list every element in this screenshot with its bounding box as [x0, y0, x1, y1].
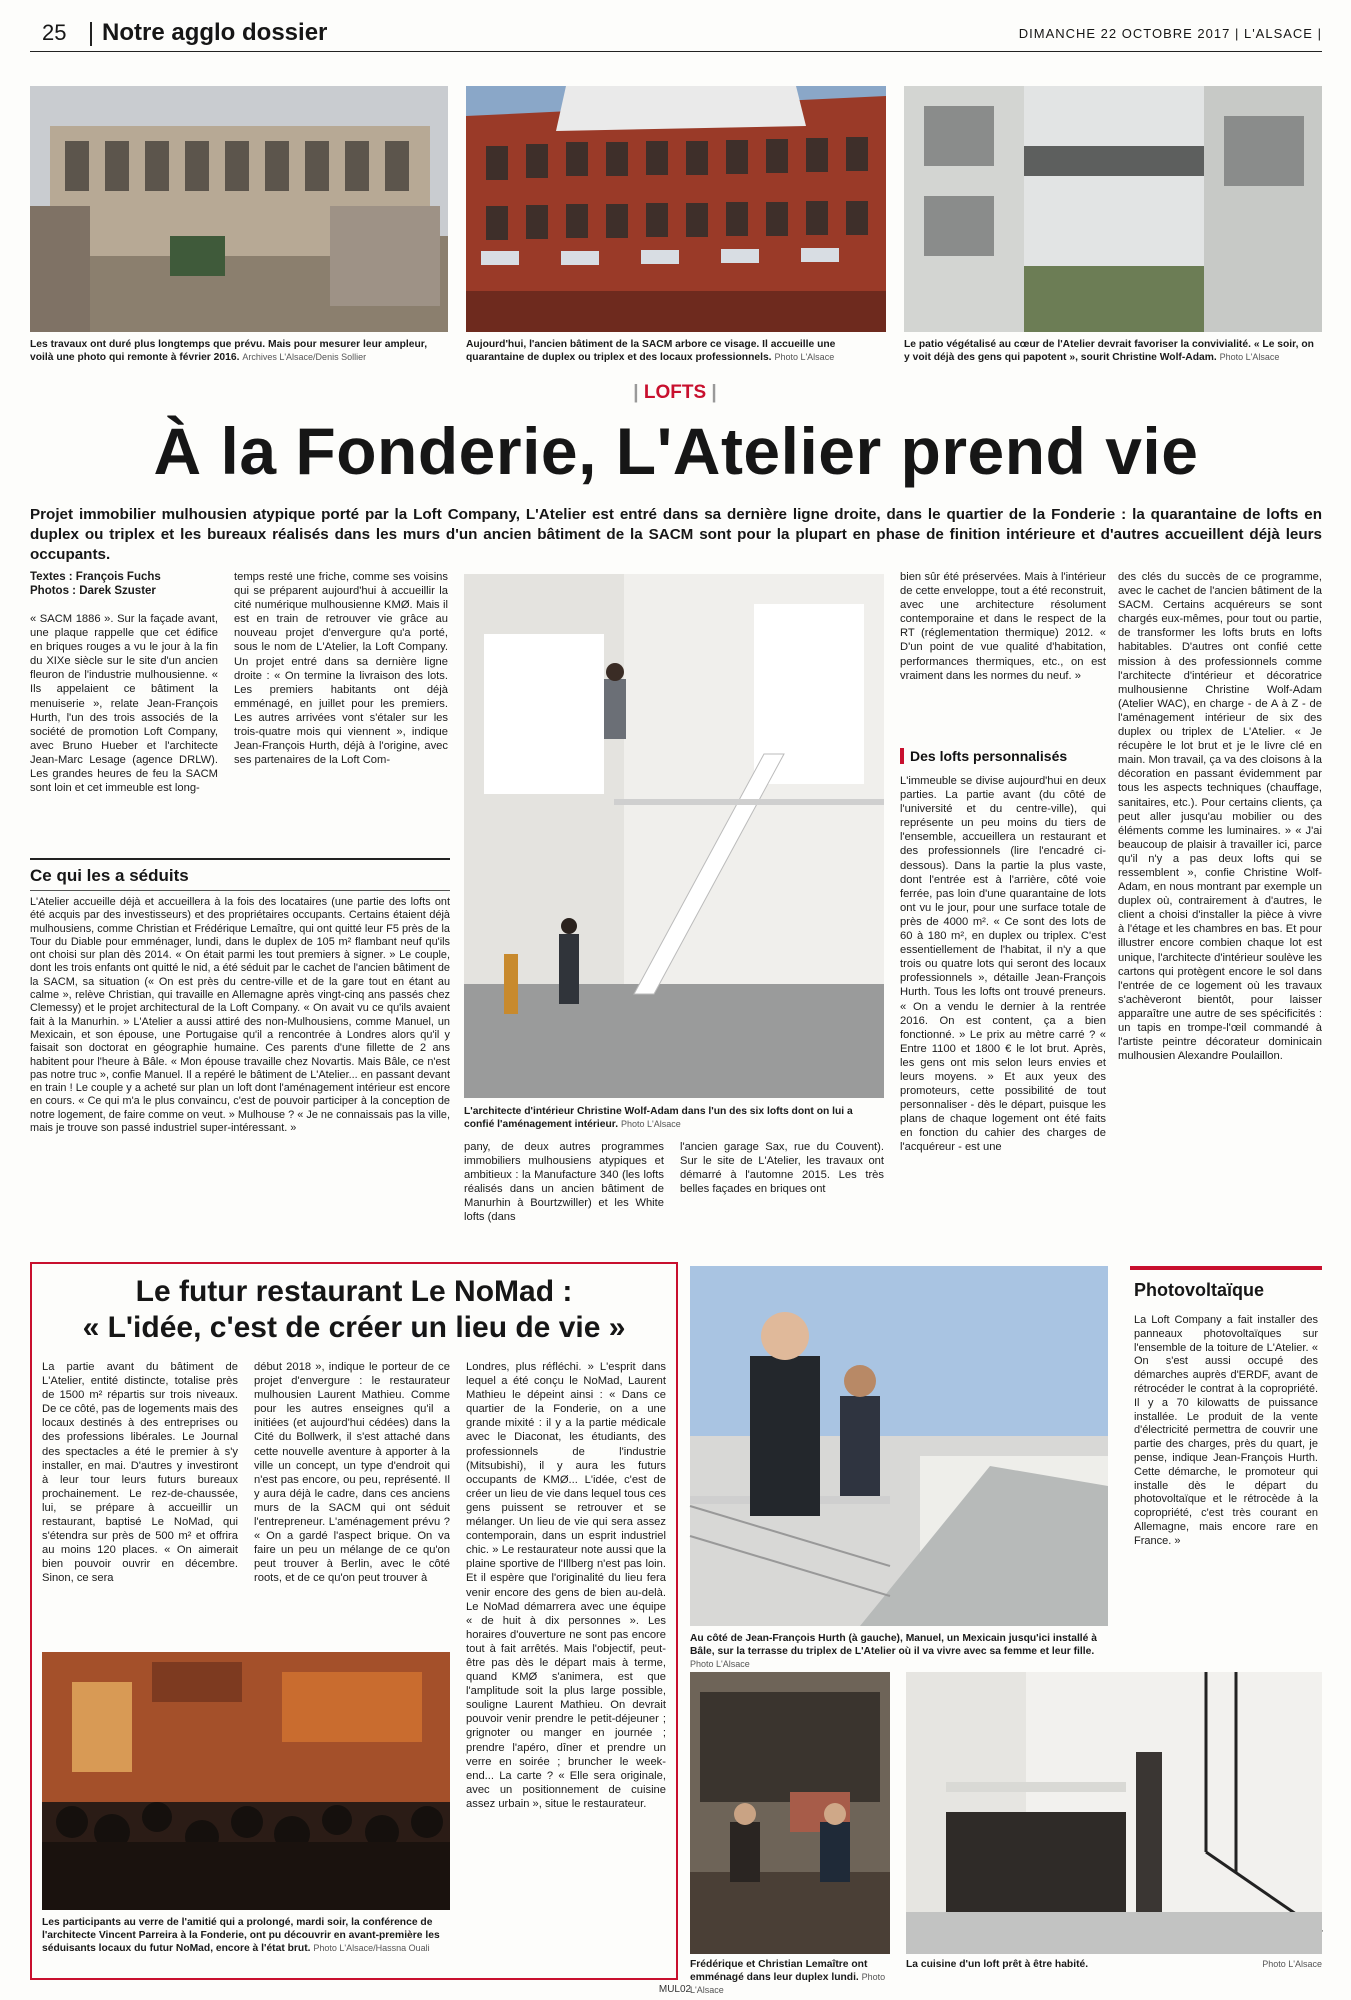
caption-lemaitre: Frédérique et Christian Lemaître ont emménagé dans leur duplex lundi. Photo L'Alsace — [690, 1959, 886, 1995]
photo-interior-architect — [464, 574, 884, 1098]
photo-lemaitre-couple — [690, 1672, 890, 1954]
header-date: DIMANCHE 22 OCTOBRE 2017 | L'ALSACE | — [1018, 26, 1322, 41]
standfirst: Projet immobilier mulhousien atypique porté par la Loft Company, L'Atelier est entré dans sa dernière ligne droite, dans le quartier de la Fonderie : la quarantaine de lofts en duplex ou triplex et les bureaux réalisés dans les murs d'un ancien bâtiment de la SACM sont pour la plupart en phase de finition intérieure et d'autres accueillent déjà leurs occupants. — [30, 506, 1322, 563]
article-col-2b: pany, de deux autres programmes immobiliers mulhousiens atypiques et ambitieux : la Manufacture 340 (les lofts réalisés dans un ancien bâtiment de Manurhin à Bourtzwiller) et les White lofts (dans — [464, 1141, 664, 1224]
caption-kitchen: La cuisine d'un loft prêt à être habité. Photo L'Alsace — [906, 1959, 1322, 1970]
photovoltaique-box — [1130, 1266, 1322, 1660]
article-col-2: temps resté une friche, comme ses voisins qui se préparent aujourd'hui à accueillir la cité numérique mulhousienne KMØ. Mais il est en train de retrouver vie grâce au nouveau projet d'envergure qu'a porté, sous le nom de L'Atelier, la Loft Company. Un projet entré dans sa dernière ligne droite : « On termine la livraison des lots. Les premiers habitants ont déjà emménagé, en juillet pour les premiers. Les autres arrivées vont s'étaler sur les trois-quatre mois qui viennent », indique Jean-François Hurth, déjà à l'origine, avec ses partenaires de la Loft Com- — [234, 571, 448, 767]
box-seduits — [30, 858, 450, 1248]
restaurant-title: Le futur restaurant Le NoMad : « L'idée, c'est de créer un lieu de vie » — [82, 1275, 626, 1344]
article-col-3b: l'ancien garage Sax, rue du Couvent). Sur le site de L'Atelier, les travaux ont démarré à l'automne 2015. Les très belles façades en briques ont — [680, 1141, 884, 1196]
caption-patio: Le patio végétalisé au cœur de l'Atelier devrait favoriser la convivialité. « Le soir, on y voit déjà des gens qui papotent », sourit Christine Wolf-Adam. Photo L'Alsace — [904, 339, 1314, 363]
caption-terrace: Au côté de Jean-François Hurth (à gauche), Manuel, un Mexicain jusqu'ici installé à Bâle, sur la terrasse du triplex de L'Atelier où il va vivre avec sa femme et leur fille. Photo L'Alsace — [690, 1633, 1097, 1669]
article-col-4a: bien sûr été préservées. Mais à l'intérieur de cette enveloppe, tout a été reconstruit, avec une architecture résolument contemporaine et dans le respect de la RT (réglementation thermique) 2012. « D'un point de vue qualité d'habitation, performances thermiques, etc., on est vraiment dans les normes du neuf. » — [900, 571, 1106, 682]
photovoltaique-text: La Loft Company a fait installer des panneaux photovoltaïques sur l'ensemble de la toiture de L'Atelier. « On s'est aussi occupé des démarches auprès d'ERDF, avant de rétrocéder le contrat à la copropriété. Il y a 70 kilowatts de puissance installée. Le produit de la vente d'électricité permettra de couvrir une partie des charges, près du quart, je pense, indique Jean-François Hurth. Cette démarche, le promoteur qui installe dès le départ du photovoltaïque et le rétrocède à la copropriété, c'est très courant en Allemagne, mais encore rare en France. » — [1134, 1314, 1318, 1547]
caption-interior-architect: L'architecte d'intérieur Christine Wolf-Adam dans l'un des six lofts dont on lui a confié l'aménagement intérieur. Photo L'Alsace — [464, 1106, 853, 1130]
photovoltaique-title: Photovoltaïque — [1134, 1280, 1264, 1300]
box-seduits-title: Ce qui les a séduits — [30, 866, 450, 891]
photo-construction-site — [30, 86, 448, 332]
headline: À la Fonderie, L'Atelier prend vie — [153, 414, 1199, 488]
restaurant-box — [30, 1262, 678, 1980]
byline: Textes : François Fuchs Photos : Darek Szuster — [30, 571, 161, 598]
box-seduits-text: L'Atelier accueille déjà et accueillera à la fois des locataires (une partie des lofts ont été acquis par des investisseurs) et des propriétaires occupants. Certains étaient déjà mulhousiens, comme Christian et Frédérique Lemaître, qui ont quitté leur F5 près de la Tour du Diable pour emménager, lundi, dans le duplex de 105 m² flambant neuf qu'ils ont choisi sur plan dès 2014. « On était parmi les tout premiers à signer. » Le couple, dont les trois enfants ont quitté le nid, a été séduit par le cachet de l'ancien bâtiment de la SACM, sa situation (« On est près du centre-ville et de la gare tout en étant au calme », relève Christian, qui travaille en Allemagne après vingt-cinq ans passés chez Clemessy) et le projet architectural de la Loft Company. « On avait vu ce qu'ils avaient fait à la Manurhin. » L'Atelier a aussi attiré des non-Mulhousiens, comme Manuel, un Mexicain, et son épouse, une Portugaise qu'il a rencontrée à Londres alors qu'il y faisait son doctorat en géographie humaine. Ces parents d'une fillette de 2 ans habitent pour l'heure à Bâle. « Mon épouse travaille chez Novartis. Mais Bâle, ce n'est pas notre truc », confie Manuel. Il a repéré le bâtiment de L'Atelier... en passant devant en train ! Le couple y a acheté sur plan un loft dont l'aménagement intérieur est encore en cours. « Ce qui m'a le plus convaincu, c'est de pouvoir participer à la conception de notre logement, de faire comme on veut. » Mulhouse ? « Je ne connaissais pas la ville, mais je trouve son passé industriel super-intéressant. » — [30, 896, 450, 1135]
subhead-lofts-personnalises: Des lofts personnalisés — [900, 748, 1106, 764]
caption-nomad-event: Les participants au verre de l'amitié qui a prolongé, mardi soir, la conférence de l'architecte Vincent Parreira à la Fonderie, ont pu découvrir en avant-première les séduisants locaux du futur NoMad, encore à l'état brut. Photo L'Alsace/Hassna Ouali — [42, 1917, 440, 1954]
photo-kitchen — [906, 1672, 1322, 1954]
photo-terrace — [690, 1266, 1108, 1626]
page-number: 25 — [42, 20, 67, 45]
kicker: | LOFTS | — [633, 382, 717, 403]
article-col-5: des clés du succès de ce programme, avec le cachet de l'ancien bâtiment de la SACM. Certains acquéreurs se sont chargés eux-mêmes, pour tout ou partie, de transformer les lofts bruts en lofts habitables. D'autres ont confié cette mission à des professionnels comme l'architecte d'intérieur et décoratrice mulhousienne Christine Wolf-Adam (Atelier WAC), en charge - de A à Z - de l'aménagement intérieur de six des duplex ou triplex de L'Atelier. « Je récupère le lot brut et je le livre clé en main. Mon travail, ça va des cloisons à la décoration en passant évidemment par tous les aspects techniques (chauffage, sanitaires, etc.). Pour certains clients, ça peut aller jusqu'au mobilier ou des éléments comme les luminaires. » « J'ai beaucoup de plaisir à travailler ici, parce qu'il n'y a pas deux lofts qui se ressemblent », confie Christine Wolf-Adam, en nous montrant par exemple un duplex où, contrairement à d'autres, le client a choisi d'installer la pièce à vivre à l'étage et les chambres en bas. Et pour illustrer encore combien chaque lot est unique, l'architecte d'intérieur soulève les cartons qui protègent encore le sol dans l'entrée de ce logement où les travaux s'achèveront bientôt, pour laisser apparaître une autre de ses spécificités : un tapis en trompe-l'œil commandé à l'artiste peintre décorateur dominicain mulhousien Alexandre Poulaillon. — [1118, 571, 1322, 1063]
restaurant-col-3: Londres, plus réfléchi. » L'esprit dans lequel a été conçu le NoMad, Laurent Mathieu le dépeint ainsi : « Dans ce quartier de la Fonderie, on a une grande mixité : il y a la partie médicale avec le Diaconat, les étudiants, des professionnels de l'industrie (Mitsubishi), il y aura les futurs occupants de KMØ... L'idée, c'est de créer un lieu de vie dans lequel tous ces gens puissent se retrouver et se mélanger. Un lieu de vie qui sera assez contemporain, dans un esprit industriel chic. » Le restaurateur note aussi que la plaine sportive de l'Illberg n'est pas loin. Et il espère que l'originalité du lieu fera venir encore des gens de bien au-delà. Le NoMad démarrera avec une équipe « de huit à dix personnes ». Les horaires d'ouverture ne sont pas encore tout à fait arrêtés. Mais l'objectif, peut-être pas dès le départ mais à terme, quand KMØ s'animera, est que l'amplitude soit la plus large possible, souligne Laurent Mathieu. On devrait pouvoir venir prendre le petit-déjeuner ; grignoter ou manger en journée ; prendre l'apéro, dîner et prendre un verre en soirée ; bruncher le week-end... La carte ? « Elle sera originale, avec un positionnement de cuisine assez urbain », situe le restaurateur. — [466, 1361, 666, 1810]
footer-code: MUL02 — [658, 1984, 692, 1995]
restaurant-col-2: début 2018 », indique le porteur de ce projet d'envergure : le restaurateur mulhousien Laurent Mathieu. Comme pour les autres enseignes qu'il a initiées (et aujourd'hui cédées) dans la Cité du Bollwerk, il s'est attaché dans cette nouvelle aventure à apporter à la ville un concept, un type d'endroit qui n'est pas encore, ou peu, représenté. Il y aura déjà le cadre, dans ces anciens murs de la SACM qui ont séduit l'entrepreneur. L'aménagement prévu ? « On a gardé l'aspect brique. On va faire un peu un mélange de ce qu'on peut trouver à Berlin, avec le côté roots, et de ce qu'on peut trouver à — [254, 1361, 450, 1585]
kicker-label: LOFTS — [643, 382, 707, 403]
article-col-1: « SACM 1886 ». Sur la façade avant, une plaque rappelle que cet édifice en briques rouges a vu le jour à la fin du XIXe siècle sur le site d'un ancien fleuron de l'industrie mulhousienne. « Ils appelaient ce bâtiment la menuiserie », relate Jean-François Hurth, l'un des trois associés de la société de promotion Loft Company, avec Bruno Hueber et l'architecte Jean-Marc Lesage (agence DRLW). Les grandes heures de feu la SACM sont loin et cet immeuble est long- — [30, 613, 218, 795]
section-name: Notre agglo dossier — [102, 19, 328, 46]
caption-facade: Aujourd'hui, l'ancien bâtiment de la SACM arbore ce visage. Il accueille une quarantaine de duplex ou triplex et des locaux professionnels. Photo L'Alsace — [466, 339, 836, 363]
photo-patio — [904, 86, 1322, 332]
caption-construction: Les travaux ont duré plus longtemps que prévu. Mais pour mesurer leur ampleur, voilà une photo qui remonte à février 2016. Archives L'Alsace/Denis Sollier — [30, 339, 428, 363]
photovoltaique-title-bar — [1130, 1266, 1322, 1270]
page-header — [30, 18, 1322, 52]
photo-nomad-event — [42, 1652, 450, 1910]
header-separator — [90, 22, 92, 46]
restaurant-col-1: La partie avant du bâtiment de L'Atelier, entité distincte, totalise près de 1500 m² répartis sur trois niveaux. De ce côté, pas de logements mais des locaux destinés à des entreprises ou des professions libérales. Le Journal des spectacles a été le premier à s'y installer, en mai. D'autres y investiront à leur tour leurs futurs bureaux prochainement. Le rez-de-chaussée, lui, se prépare à accueillir un restaurant, baptisé Le NoMad, qui s'étendra sur près de 500 m² et offrira au moins 120 places. « On aimerait bien pouvoir ouvrir en décembre. Sinon, ce sera — [42, 1361, 238, 1585]
article-col-4b: L'immeuble se divise aujourd'hui en deux parties. La partie avant (du côté de l'université et du centre-ville), qui représente un peu moins du tiers de l'ensemble, accueillera un restaurant et des professionnels (lire l'encadré ci-dessous). Dans la partie la plus vaste, dont l'entrée est à l'arrière, côté voie ferrée, pas loin d'une quarantaine de lots ont vu le jour, pour une surface totale de près de 4000 m². « Ce sont des lots de 60 à 180 m², en duplex ou triplex. C'est essentiellement de l'habitat, il n'y a que trois ou quatre lots qui seront des locaux professionnels », détaille Jean-François Hurth. Tous les lofts ont trouvé preneurs. « On a vendu le dernier à la rentrée 2016. On est content, ça a bien fonctionné. » Le prix au mètre carré ? « Entre 1100 et 1800 € le lot brut. Après, les gens ont mis selon leurs envies et leurs moyens. » Et aux yeux des promoteurs, cette possibilité de tout personnaliser - dès le départ, puisque les plans de chaque logement ont été faits en fonction du cahier des charges de l'acquéreur - est une — [900, 775, 1106, 1154]
photo-facade — [466, 86, 886, 332]
